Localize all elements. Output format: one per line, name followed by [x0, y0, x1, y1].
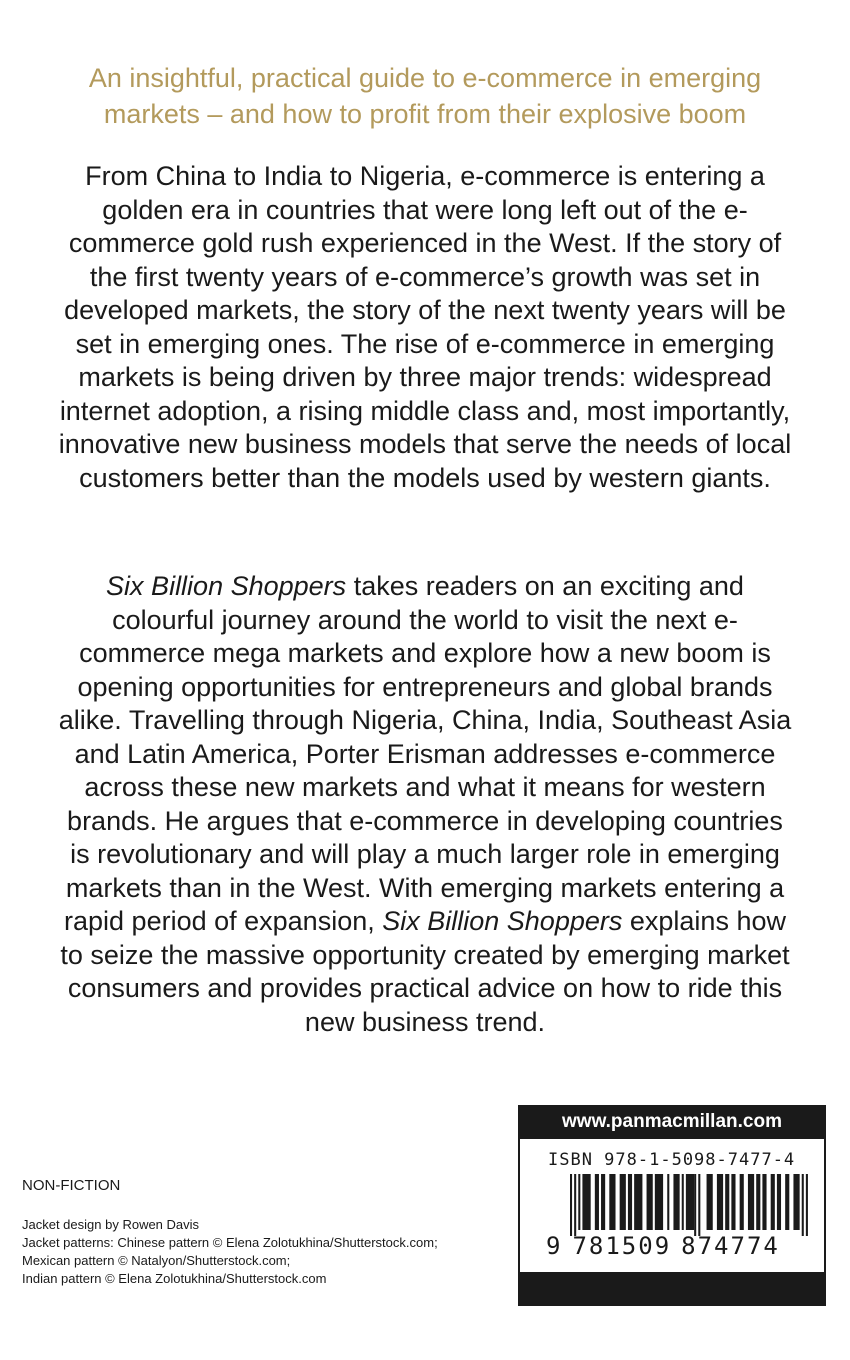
- barcode-bar: [673, 1174, 679, 1230]
- barcode-bar: [777, 1174, 781, 1230]
- credit-line: Jacket patterns: Chinese pattern © Elena Zolotukhina/Shutterstock.com;: [22, 1235, 438, 1250]
- barcode-bar: [698, 1174, 700, 1236]
- paragraph-2-text-a: takes readers on an exciting and colourful journey around the world to visit the next e-commerce mega markets and explore how a new boom is opening opportunities for entrepreneurs and global brands alike. Travelling through Nigeria, China, India, Southeast Asia and Latin America, Porter Erisman addresses e-commerce across these new markets and what it means for western brands. He argues that e-commerce in developing countries is revolutionary and will play a much larger role in emerging markets than in the West. With emerging markets entering a rapid period of expansion,: [58, 571, 792, 936]
- barcode-bar: [634, 1174, 642, 1230]
- barcode-bar: [647, 1174, 653, 1230]
- barcode-bar: [601, 1174, 605, 1230]
- barcode-digit-group-1: 781509: [572, 1232, 672, 1260]
- description-paragraph-2: [55, 570, 795, 1039]
- barcode-bar: [655, 1174, 663, 1230]
- barcode-bar: [806, 1174, 808, 1236]
- barcode-bar: [595, 1174, 599, 1230]
- barcode-bar: [731, 1174, 735, 1230]
- publisher-url: www.panmacmillan.com: [518, 1105, 826, 1139]
- barcode-bar: [725, 1174, 729, 1230]
- barcode-bar: [762, 1174, 766, 1230]
- barcode-bar: [694, 1174, 696, 1236]
- barcode-bar: [582, 1174, 590, 1230]
- barcode-digits: [546, 1232, 810, 1260]
- barcode-bar: [574, 1174, 576, 1236]
- credit-line: Mexican pattern © Natalyon/Shutterstock.com;: [22, 1253, 291, 1268]
- barcode-bar: [717, 1174, 723, 1230]
- barcode-bar: [578, 1174, 580, 1230]
- barcode-bar: [785, 1174, 789, 1230]
- barcode-bar: [628, 1174, 632, 1230]
- barcode-bar: [682, 1174, 684, 1230]
- paragraph-2-text-b: explains how to seize the massive opportunity created by emerging market consumers and provides practical advice on how to ride this new business trend.: [60, 906, 790, 1037]
- barcode-digit-prefix: 9: [546, 1232, 563, 1260]
- barcode-bar: [570, 1174, 572, 1236]
- jacket-credits: [22, 1216, 502, 1288]
- black-band: [518, 1272, 826, 1306]
- barcode-bar: [707, 1174, 713, 1230]
- barcode-digit-group-2: 874774: [681, 1232, 780, 1260]
- tagline: An insightful, practical guide to e-commerce in emerging markets – and how to profit from their explosive boom: [88, 63, 762, 129]
- barcode-bar: [740, 1174, 744, 1230]
- barcode-bar: [802, 1174, 804, 1236]
- barcode-bar: [609, 1174, 615, 1230]
- barcode-bar: [756, 1174, 760, 1230]
- description-paragraph-1: From China to India to Nigeria, e-commerce is entering a golden era in countries that were long left out of the e-commerce gold rush experienced in the West. If the story of the first twenty years of e-commerce’s growth was set in developed markets, the story of the next twenty years will be set in emerging ones. The rise of e-commerce in emerging markets is being driven by three major trends: widespread internet adoption, a rising middle class and, most importantly, innovative new business models that serve the needs of local customers better than the models used by western giants.: [58, 161, 792, 493]
- barcode-bar: [620, 1174, 626, 1230]
- credit-line: Jacket design by Rowen Davis: [22, 1217, 200, 1232]
- barcode-bar: [748, 1174, 754, 1230]
- barcode-bar: [771, 1174, 775, 1230]
- genre-label: NON-FICTION: [22, 1177, 121, 1194]
- credit-line: Indian pattern © Elena Zolotukhina/Shutterstock.com: [22, 1271, 327, 1286]
- barcode-bar: [667, 1174, 669, 1230]
- book-title-italic: Six Billion Shoppers: [106, 571, 347, 601]
- isbn-label: ISBN 978-1-5098-7477-4: [548, 1150, 796, 1170]
- book-title-italic-2: Six Billion Shoppers: [382, 906, 623, 936]
- barcode-image: [570, 1174, 810, 1236]
- barcode-bar: [793, 1174, 799, 1230]
- barcode-bar: [686, 1174, 694, 1230]
